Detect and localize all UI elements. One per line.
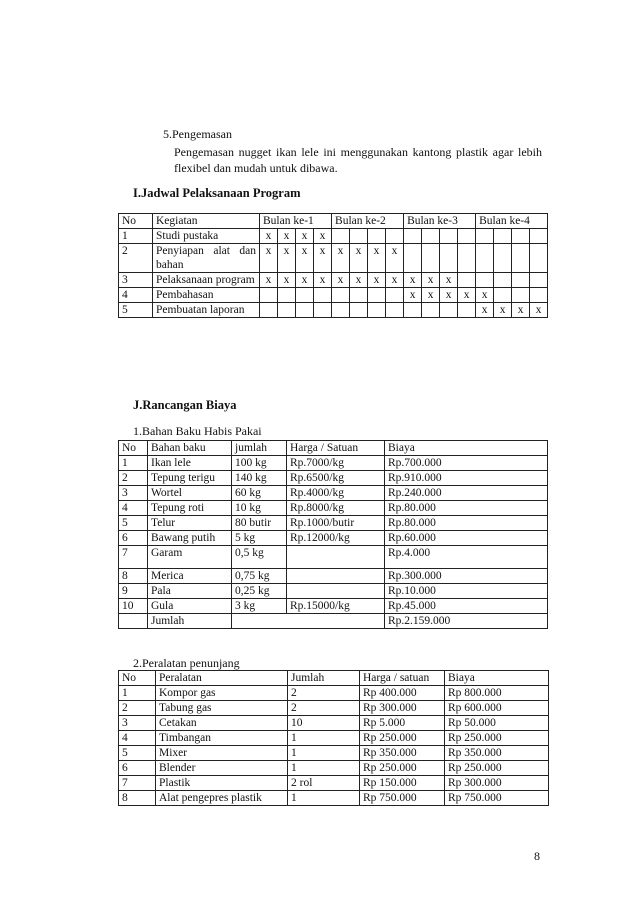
schedule-header-month-2: Bulan ke-2	[332, 214, 404, 229]
materials-row-cell-no: 2	[119, 471, 148, 486]
schedule-cell-week: x	[314, 273, 332, 288]
schedule-cell-week	[386, 303, 404, 318]
schedule-cell-week: x	[404, 288, 422, 303]
schedule-cell-week: x	[278, 273, 296, 288]
schedule-cell-week: x	[278, 229, 296, 244]
equipment-row-cell-item: Blender	[156, 761, 288, 776]
schedule-cell-week: x	[386, 273, 404, 288]
equipment-row-cell-item: Plastik	[156, 776, 288, 791]
equipment-row-cell-cost: Rp 50.000	[445, 716, 549, 731]
equipment-row-cell-no: 7	[119, 776, 156, 791]
schedule-cell-week: x	[260, 229, 278, 244]
schedule-row	[119, 273, 548, 288]
materials-row-cell-no: 10	[119, 599, 148, 614]
materials-row-cell-no: 1	[119, 456, 148, 471]
schedule-cell-week	[260, 288, 278, 303]
equipment-row-cell-item: Tabung gas	[156, 701, 288, 716]
schedule-cell-no: 2	[119, 244, 153, 273]
materials-row-cell-qty: 0,25 kg	[232, 584, 287, 599]
materials-row-cell-qty: 3 kg	[232, 599, 287, 614]
equipment-caption: 2.Peralatan penunjang	[133, 656, 240, 670]
materials-row-cell-cost: Rp.60.000	[385, 531, 548, 546]
schedule-cell-week	[458, 273, 476, 288]
schedule-cell-week: x	[368, 244, 386, 273]
equipment-row-cell-cost: Rp 600.000	[445, 701, 549, 716]
schedule-cell-week: x	[314, 244, 332, 273]
schedule-cell-week	[512, 273, 530, 288]
equipment-header-no: No	[119, 671, 156, 686]
materials-row-cell-cost: Rp.45.000	[385, 599, 548, 614]
materials-row-cell-cost: Rp.700.000	[385, 456, 548, 471]
materials-row-cell-unit-price	[287, 569, 385, 584]
schedule-cell-week	[404, 244, 422, 273]
materials-caption: 1.Bahan Baku Habis Pakai	[133, 424, 262, 438]
materials-total-label: Jumlah	[148, 614, 232, 629]
materials-row-cell-item: Tepung roti	[148, 501, 232, 516]
schedule-cell-week	[476, 273, 494, 288]
schedule-cell-week: x	[386, 244, 404, 273]
equipment-row-cell-unit-price: Rp 250.000	[360, 761, 445, 776]
equipment-row-cell-item: Timbangan	[156, 731, 288, 746]
equipment-row-cell-no: 1	[119, 686, 156, 701]
schedule-cell-week: x	[350, 273, 368, 288]
equipment-row-cell-qty: 1	[288, 761, 360, 776]
schedule-row	[119, 303, 548, 318]
schedule-cell-week	[404, 303, 422, 318]
materials-row-cell-qty: 0,5 kg	[232, 546, 287, 569]
equipment-row-cell-unit-price: Rp 250.000	[360, 731, 445, 746]
schedule-cell-week	[350, 288, 368, 303]
materials-row-cell-unit-price: Rp.4000/kg	[287, 486, 385, 501]
equipment-row-cell-no: 2	[119, 701, 156, 716]
schedule-cell-week: x	[494, 303, 512, 318]
equipment-row	[119, 716, 549, 731]
schedule-cell-week	[476, 244, 494, 273]
materials-row-cell-cost: Rp.80.000	[385, 516, 548, 531]
materials-row	[119, 486, 548, 501]
materials-row-cell-item: Pala	[148, 584, 232, 599]
schedule-cell-week	[512, 244, 530, 273]
schedule-cell-week	[332, 229, 350, 244]
materials-row-cell-unit-price	[287, 584, 385, 599]
materials-row-cell-qty: 10 kg	[232, 501, 287, 516]
materials-row-cell-no: 7	[119, 546, 148, 569]
equipment-row-cell-qty: 1	[288, 746, 360, 761]
materials-row-cell-qty: 140 kg	[232, 471, 287, 486]
materials-row-cell-unit-price: Rp.1000/butir	[287, 516, 385, 531]
schedule-cell-week: x	[530, 303, 548, 318]
materials-row	[119, 569, 548, 584]
materials-total-empty	[119, 614, 148, 629]
equipment-row	[119, 686, 549, 701]
equipment-row	[119, 731, 549, 746]
schedule-cell-week	[386, 229, 404, 244]
schedule-cell-week: x	[368, 273, 386, 288]
schedule-cell-week	[332, 303, 350, 318]
equipment-header-qty: Jumlah	[288, 671, 360, 686]
schedule-cell-week	[494, 229, 512, 244]
materials-row	[119, 531, 548, 546]
schedule-cell-week	[314, 303, 332, 318]
equipment-row-cell-item: Mixer	[156, 746, 288, 761]
schedule-cell-week: x	[440, 288, 458, 303]
packaging-text: Pengemasan nugget ikan lele ini menggunakan kantong plastik agar lebih flexibel dan mudah untuk dibawa.	[174, 145, 542, 175]
schedule-cell-week: x	[476, 303, 494, 318]
schedule-cell-week: x	[440, 273, 458, 288]
equipment-row-cell-cost: Rp 300.000	[445, 776, 549, 791]
schedule-cell-week	[368, 303, 386, 318]
schedule-cell-week	[494, 288, 512, 303]
materials-total-row	[119, 614, 548, 629]
schedule-row	[119, 288, 548, 303]
schedule-cell-week	[494, 273, 512, 288]
schedule-cell-activity: Penyiapan alat dan bahan	[153, 244, 260, 273]
equipment-row-cell-cost: Rp 250.000	[445, 731, 549, 746]
schedule-cell-week	[530, 229, 548, 244]
equipment-row-cell-qty: 1	[288, 731, 360, 746]
schedule-cell-week	[530, 244, 548, 273]
schedule-cell-week	[458, 229, 476, 244]
schedule-table	[118, 213, 548, 318]
materials-row-cell-unit-price: Rp.8000/kg	[287, 501, 385, 516]
materials-row-cell-unit-price: Rp.15000/kg	[287, 599, 385, 614]
schedule-cell-week	[458, 244, 476, 273]
schedule-cell-week: x	[296, 244, 314, 273]
equipment-row-cell-qty: 10	[288, 716, 360, 731]
equipment-row-cell-item: Kompor gas	[156, 686, 288, 701]
schedule-cell-week	[476, 229, 494, 244]
schedule-cell-week	[386, 288, 404, 303]
materials-header-cost: Biaya	[385, 441, 548, 456]
schedule-row	[119, 229, 548, 244]
schedule-cell-week: x	[332, 244, 350, 273]
schedule-cell-week	[440, 244, 458, 273]
equipment-header-row	[119, 671, 549, 686]
materials-row-cell-cost: Rp.80.000	[385, 501, 548, 516]
materials-row-cell-qty: 0,75 kg	[232, 569, 287, 584]
materials-row	[119, 456, 548, 471]
materials-row-cell-qty: 60 kg	[232, 486, 287, 501]
materials-row	[119, 501, 548, 516]
schedule-cell-week: x	[296, 229, 314, 244]
schedule-cell-activity: Pembuatan laporan	[153, 303, 260, 318]
materials-row-cell-qty: 5 kg	[232, 531, 287, 546]
equipment-row-cell-unit-price: Rp 750.000	[360, 791, 445, 806]
materials-row-cell-no: 8	[119, 569, 148, 584]
materials-row	[119, 599, 548, 614]
equipment-row-cell-cost: Rp 750.000	[445, 791, 549, 806]
schedule-cell-week	[296, 303, 314, 318]
schedule-row	[119, 244, 548, 273]
schedule-cell-week	[368, 229, 386, 244]
equipment-row-cell-unit-price: Rp 5.000	[360, 716, 445, 731]
equipment-row	[119, 746, 549, 761]
equipment-row-cell-cost: Rp 800.000	[445, 686, 549, 701]
schedule-cell-week	[260, 303, 278, 318]
schedule-cell-no: 5	[119, 303, 153, 318]
schedule-cell-week: x	[260, 244, 278, 273]
schedule-cell-week: x	[314, 229, 332, 244]
materials-row	[119, 516, 548, 531]
schedule-header-row	[119, 214, 548, 229]
equipment-row	[119, 701, 549, 716]
schedule-cell-week	[332, 288, 350, 303]
materials-row-cell-no: 6	[119, 531, 148, 546]
materials-row-cell-unit-price	[287, 546, 385, 569]
materials-row-cell-cost: Rp.10.000	[385, 584, 548, 599]
materials-row-cell-item: Tepung terigu	[148, 471, 232, 486]
materials-row	[119, 471, 548, 486]
schedule-cell-activity: Studi pustaka	[153, 229, 260, 244]
schedule-cell-week: x	[350, 244, 368, 273]
equipment-table	[118, 670, 549, 806]
equipment-header-item: Peralatan	[156, 671, 288, 686]
materials-row-cell-cost: Rp.910.000	[385, 471, 548, 486]
equipment-row-cell-qty: 2	[288, 701, 360, 716]
equipment-row-cell-unit-price: Rp 350.000	[360, 746, 445, 761]
materials-header-row	[119, 441, 548, 456]
equipment-header-cost: Biaya	[445, 671, 549, 686]
materials-row-cell-unit-price: Rp.7000/kg	[287, 456, 385, 471]
schedule-cell-week: x	[422, 273, 440, 288]
page-number: 8	[534, 849, 540, 863]
materials-row-cell-no: 5	[119, 516, 148, 531]
schedule-cell-week: x	[278, 244, 296, 273]
schedule-cell-week	[512, 288, 530, 303]
schedule-header-no: No	[119, 214, 153, 229]
schedule-cell-week	[404, 229, 422, 244]
schedule-header-month-1: Bulan ke-1	[260, 214, 332, 229]
equipment-row	[119, 791, 549, 806]
schedule-cell-week	[530, 288, 548, 303]
equipment-row-cell-qty: 1	[288, 791, 360, 806]
equipment-row-cell-item: Alat pengepres plastik	[156, 791, 288, 806]
schedule-cell-week	[278, 288, 296, 303]
schedule-cell-week	[422, 244, 440, 273]
equipment-row-cell-unit-price: Rp 400.000	[360, 686, 445, 701]
equipment-row-cell-no: 3	[119, 716, 156, 731]
equipment-row-cell-no: 6	[119, 761, 156, 776]
materials-row-cell-item: Wortel	[148, 486, 232, 501]
schedule-cell-week: x	[296, 273, 314, 288]
materials-row-cell-unit-price: Rp.6500/kg	[287, 471, 385, 486]
materials-header-qty: jumlah	[232, 441, 287, 456]
equipment-header-unit-price: Harga / satuan	[360, 671, 445, 686]
budget-heading: J.Rancangan Biaya	[133, 398, 237, 412]
schedule-cell-week	[512, 229, 530, 244]
equipment-row-cell-no: 8	[119, 791, 156, 806]
schedule-cell-no: 3	[119, 273, 153, 288]
materials-row	[119, 546, 548, 569]
equipment-row-cell-qty: 2 rol	[288, 776, 360, 791]
materials-row-cell-qty: 80 butir	[232, 516, 287, 531]
materials-row-cell-item: Bawang putih	[148, 531, 232, 546]
schedule-cell-week: x	[422, 288, 440, 303]
materials-row	[119, 584, 548, 599]
materials-row-cell-cost: Rp.300.000	[385, 569, 548, 584]
materials-row-cell-no: 3	[119, 486, 148, 501]
materials-total-value: Rp.2.159.000	[385, 614, 548, 629]
schedule-cell-week: x	[512, 303, 530, 318]
schedule-cell-week: x	[332, 273, 350, 288]
schedule-cell-activity: Pembahasan	[153, 288, 260, 303]
schedule-cell-week: x	[458, 288, 476, 303]
materials-row-cell-item: Telur	[148, 516, 232, 531]
materials-header-no: No	[119, 441, 148, 456]
schedule-cell-week	[440, 303, 458, 318]
materials-row-cell-unit-price: Rp.12000/kg	[287, 531, 385, 546]
equipment-row	[119, 776, 549, 791]
packaging-heading: 5.Pengemasan	[163, 127, 232, 141]
equipment-row-cell-cost: Rp 350.000	[445, 746, 549, 761]
schedule-cell-no: 1	[119, 229, 153, 244]
schedule-cell-week: x	[476, 288, 494, 303]
schedule-cell-week	[494, 244, 512, 273]
schedule-cell-week	[278, 303, 296, 318]
materials-row-cell-cost: Rp.240.000	[385, 486, 548, 501]
schedule-cell-week	[530, 273, 548, 288]
schedule-cell-week	[368, 288, 386, 303]
schedule-cell-week	[296, 288, 314, 303]
schedule-cell-week: x	[260, 273, 278, 288]
schedule-cell-week	[314, 288, 332, 303]
schedule-heading: I.Jadwal Pelaksanaan Program	[133, 186, 301, 200]
equipment-row-cell-cost: Rp 250.000	[445, 761, 549, 776]
schedule-header-month-4: Bulan ke-4	[476, 214, 548, 229]
equipment-row	[119, 761, 549, 776]
schedule-cell-no: 4	[119, 288, 153, 303]
schedule-cell-week	[422, 303, 440, 318]
schedule-cell-week	[422, 229, 440, 244]
schedule-cell-week	[440, 229, 458, 244]
equipment-row-cell-qty: 2	[288, 686, 360, 701]
equipment-row-cell-no: 5	[119, 746, 156, 761]
schedule-cell-week	[350, 303, 368, 318]
materials-row-cell-qty: 100 kg	[232, 456, 287, 471]
materials-row-cell-item: Garam	[148, 546, 232, 569]
equipment-row-cell-item: Cetakan	[156, 716, 288, 731]
equipment-row-cell-unit-price: Rp 300.000	[360, 701, 445, 716]
materials-row-cell-item: Gula	[148, 599, 232, 614]
materials-header-unit-price: Harga / Satuan	[287, 441, 385, 456]
materials-row-cell-cost: Rp.4.000	[385, 546, 548, 569]
schedule-cell-week: x	[404, 273, 422, 288]
schedule-header-month-3: Bulan ke-3	[404, 214, 476, 229]
schedule-cell-activity: Pelaksanaan program	[153, 273, 260, 288]
schedule-cell-week	[458, 303, 476, 318]
equipment-row-cell-no: 4	[119, 731, 156, 746]
materials-row-cell-item: Merica	[148, 569, 232, 584]
materials-row-cell-item: Ikan lele	[148, 456, 232, 471]
equipment-row-cell-unit-price: Rp 150.000	[360, 776, 445, 791]
materials-total-empty	[232, 614, 385, 629]
schedule-header-activity: Kegiatan	[153, 214, 260, 229]
materials-row-cell-no: 9	[119, 584, 148, 599]
schedule-cell-week	[350, 229, 368, 244]
materials-header-item: Bahan baku	[148, 441, 232, 456]
materials-table	[118, 440, 548, 629]
materials-row-cell-no: 4	[119, 501, 148, 516]
